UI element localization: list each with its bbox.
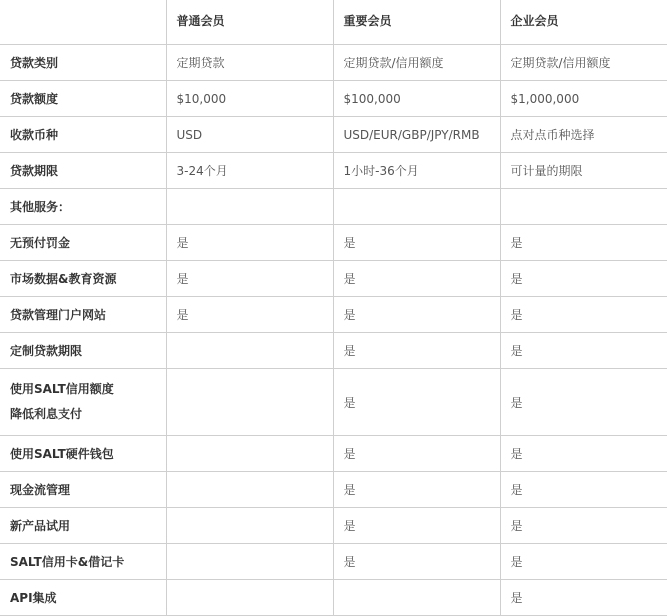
row-label: 新产品试用 xyxy=(0,508,166,544)
cell-enterprise: 是 xyxy=(500,544,667,580)
header-important-member: 重要会员 xyxy=(333,0,500,45)
cell-important: $100,000 xyxy=(333,81,500,117)
cell-important: 1小时-36个月 xyxy=(333,153,500,189)
cell-important: 是 xyxy=(333,261,500,297)
cell-important: 是 xyxy=(333,436,500,472)
cell-basic: $10,000 xyxy=(166,81,333,117)
cell-basic xyxy=(166,369,333,436)
row-label-line-1: 使用SALT信用额度 xyxy=(10,382,114,396)
row-label: 收款币种 xyxy=(0,117,166,153)
cell-enterprise: 是 xyxy=(500,508,667,544)
cell-important: 是 xyxy=(333,472,500,508)
table-row xyxy=(0,81,667,117)
row-label: 贷款额度 xyxy=(0,81,166,117)
cell-enterprise: 是 xyxy=(500,297,667,333)
table-row xyxy=(0,333,667,369)
table-row xyxy=(0,261,667,297)
cell-important: 是 xyxy=(333,225,500,261)
header-empty-cell xyxy=(0,0,166,45)
row-label: 无预付罚金 xyxy=(0,225,166,261)
cell-enterprise: 是 xyxy=(500,436,667,472)
table-row xyxy=(0,472,667,508)
row-label: 贷款期限 xyxy=(0,153,166,189)
row-label: 贷款类别 xyxy=(0,45,166,81)
cell-basic xyxy=(166,189,333,225)
header-basic-member: 普通会员 xyxy=(166,0,333,45)
table-header-row xyxy=(0,0,667,45)
cell-important: 是 xyxy=(333,297,500,333)
cell-basic: 是 xyxy=(166,225,333,261)
table-row xyxy=(0,117,667,153)
table-row xyxy=(0,436,667,472)
table-row xyxy=(0,189,667,225)
cell-basic xyxy=(166,333,333,369)
cell-enterprise: $1,000,000 xyxy=(500,81,667,117)
cell-important: 是 xyxy=(333,508,500,544)
cell-basic: 是 xyxy=(166,261,333,297)
cell-enterprise xyxy=(500,189,667,225)
row-label: 使用SALT硬件钱包 xyxy=(0,436,166,472)
cell-enterprise: 是 xyxy=(500,580,667,616)
cell-basic xyxy=(166,580,333,616)
table-row xyxy=(0,508,667,544)
row-label: 其他服务： xyxy=(0,189,166,225)
row-label: 定制贷款期限 xyxy=(0,333,166,369)
cell-enterprise: 是 xyxy=(500,261,667,297)
row-label: 市场数据&教育资源 xyxy=(0,261,166,297)
table-row xyxy=(0,580,667,616)
table-row xyxy=(0,153,667,189)
cell-important: 是 xyxy=(333,333,500,369)
header-enterprise-member: 企业会员 xyxy=(500,0,667,45)
table-row xyxy=(0,369,667,436)
cell-important: 是 xyxy=(333,369,500,436)
cell-enterprise: 是 xyxy=(500,472,667,508)
cell-important: 是 xyxy=(333,544,500,580)
table-row xyxy=(0,297,667,333)
cell-enterprise: 是 xyxy=(500,333,667,369)
table-row xyxy=(0,225,667,261)
cell-basic: 3-24个月 xyxy=(166,153,333,189)
table-row xyxy=(0,544,667,580)
cell-important: 定期贷款/信用额度 xyxy=(333,45,500,81)
cell-enterprise: 点对点币种选择 xyxy=(500,117,667,153)
cell-basic xyxy=(166,544,333,580)
cell-enterprise: 是 xyxy=(500,225,667,261)
cell-basic: 是 xyxy=(166,297,333,333)
cell-important xyxy=(333,580,500,616)
row-label xyxy=(0,369,166,436)
row-label: 现金流管理 xyxy=(0,472,166,508)
cell-basic: 定期贷款 xyxy=(166,45,333,81)
cell-important: USD/EUR/GBP/JPY/RMB xyxy=(333,117,500,153)
row-label-line-2: 降低利息支付 xyxy=(10,407,83,421)
cell-basic xyxy=(166,436,333,472)
row-label: 贷款管理门户网站 xyxy=(0,297,166,333)
cell-enterprise: 是 xyxy=(500,369,667,436)
cell-enterprise: 可计量的期限 xyxy=(500,153,667,189)
cell-enterprise: 定期贷款/信用额度 xyxy=(500,45,667,81)
row-label: SALT信用卡&借记卡 xyxy=(0,544,166,580)
cell-basic: USD xyxy=(166,117,333,153)
cell-basic xyxy=(166,508,333,544)
cell-important xyxy=(333,189,500,225)
row-label: API集成 xyxy=(0,580,166,616)
table-row xyxy=(0,45,667,81)
cell-basic xyxy=(166,472,333,508)
